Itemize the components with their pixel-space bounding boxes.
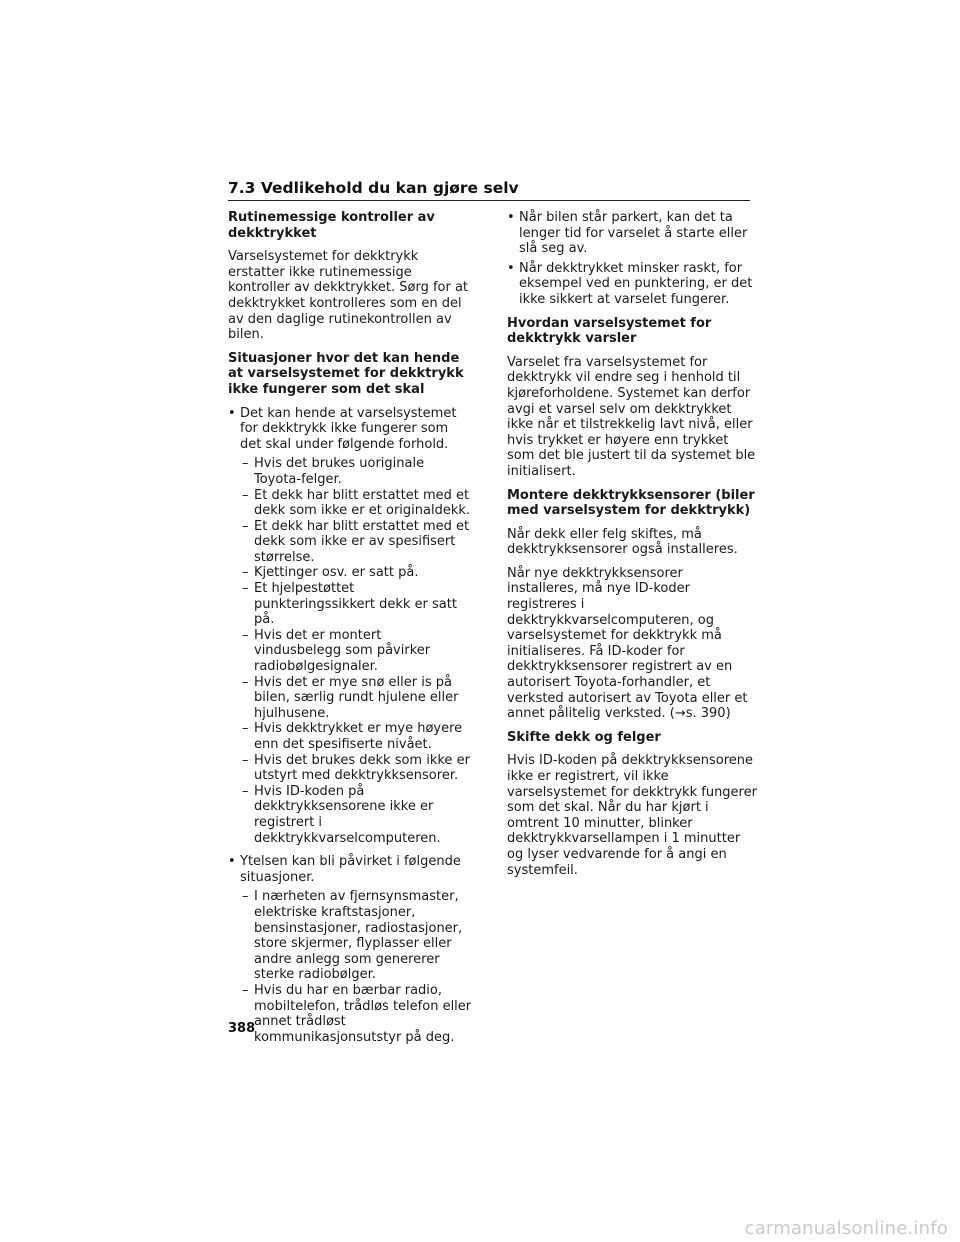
dash-icon: – [242,627,249,643]
dash-icon: – [242,456,249,472]
sub-list-item [228,519,472,566]
sub-list-item [228,456,472,487]
bullet-text: Når bilen står parkert, kan det ta lenger tid for varselet å starte eller slå seg av. [519,210,748,257]
sub-list-text: Hvis det brukes dekk som ikke er utstyrt med dekktrykksensorer. [254,752,470,784]
sub-list-item [228,721,472,752]
dash-icon: – [242,889,249,905]
sub-list-item [228,675,472,722]
paragraph-register-id-codes: Når nye dekktrykksensorer installeres, må nye ID-koder registreres i dekktrykkvarselcomputeren, og varselsystemet for dekktrykk må initialiseres. Få ID-koder for dekktrykksensorer registrert av en autorisert Toyota-forhandler, et verksted autorisert av Toyota eller et annet pålitelig verksted. (→s. 390) [507,565,748,722]
bullet-group-performance [228,854,472,1045]
sub-list-text: Hvis du har en bærbar radio, mobiltelefon, trådløs telefon eller annet trådløst kommunikasjonsutstyr på deg. [254,982,472,1045]
sub-list-item [228,983,472,1045]
bullet-item [228,406,472,453]
left-column [228,210,472,1053]
section-header [228,180,750,201]
sub-list-item [228,889,472,983]
dash-icon: – [242,581,249,597]
sub-list-text: Et dekk har blitt erstattet med et dekk som ikke er et originaldekk. [254,487,471,519]
dash-icon: – [242,783,249,799]
paragraph-change-tires: Hvis ID-koden på dekktrykksensorene ikke er registrert, vil ikke varselsystemet for dekktrykk fungerer som det skal. Når du har kjørt i omtrent 10 minutter, blinker dekktrykkvarsellampen i 1 minutter og lyser vedvarende for å angi en systemfeil. [507,753,757,878]
heading-routine-checks: Rutinemessige kontroller av dekktrykket [228,210,435,241]
sub-list-text: Hvis det brukes uoriginale Toyota-felger. [254,456,425,487]
sub-list-item [228,488,472,519]
bullet-text: Når dekktrykket minsker raskt, for eksempel ved en punktering, er det ikke sikkert at varselet fungerer. [519,260,753,307]
sub-list-text: Hvis ID-koden på dekktrykksensorene ikke er registrert i dekktrykkvarselcomputeren. [254,783,441,846]
dash-icon: – [242,674,249,690]
bullet-icon: • [228,405,236,421]
dash-icon: – [242,982,249,998]
sub-list-item [228,565,472,581]
bullet-icon: • [228,854,236,870]
sub-list-text: Et hjelpestøttet punkteringssikkert dekk er satt på. [254,581,457,628]
bullet-item [507,261,757,308]
dash-icon: – [242,721,249,737]
page-number: 388 [228,1021,256,1036]
bullet-icon: • [507,260,515,276]
sub-list-text: Hvis det er montert vindusbelegg som påvirker radiobølgesignaler. [254,627,431,675]
heading-malfunction-situations: Situasjoner hvor det kan hende at varselsystemet for dekktrykk ikke fungerer som det skal [228,350,464,397]
sub-list-text: Kjettinger osv. er satt på. [254,565,419,581]
sub-list-text: Hvis det er mye snø eller is på bilen, særlig rundt hjulene eller hjulhusene. [254,674,459,721]
sub-list-text: Hvis dekktrykket er mye høyere enn det spesifiserte nivået. [254,721,463,752]
right-column [507,210,757,886]
paragraph-how-warning-works: Varselet fra varselsystemet for dekktrykk vil endre seg i henhold til kjøreforholdene. Systemet kan derfor avgi et varsel selv om dekktrykket ikke når et tilstrekkelig lavt nivå, eller hvis trykket er høyere enn trykket som det ble justert til da systemet ble initialisert. [507,354,756,479]
paragraph-routine-checks: Varselsystemet for dekktrykk erstatter ikke rutinemessige kontroller av dekktrykket. Sørg for at dekktrykket kontrolleres som en del av den daglige rutinekontrollen av bilen. [228,249,469,343]
dash-icon: – [242,565,249,581]
bullet-group-conditions [228,406,472,847]
bullet-text: Ytelsen kan bli påvirket i følgende situasjoner. [240,854,461,885]
sub-list-item [228,784,472,846]
bullet-item [228,854,472,885]
paragraph-install-sensors: Når dekk eller felg skiftes, må dekktrykksensorer også installeres. [507,526,738,558]
sub-list-text: I nærheten av fjernsynsmaster, elektriske kraftstasjoner, bensinstasjoner, radiostasjoner, store skjermer, flyplasser eller andre anlegg som genererer sterke radiobølger. [254,889,463,983]
heading-change-tires: Skifte dekk og felger [507,729,661,745]
sub-list-item [228,628,472,675]
bullet-item [507,210,757,257]
dash-icon: – [242,518,249,534]
sub-list-text: Et dekk har blitt erstattet med et dekk som ikke er av spesifisert størrelse. [254,518,470,565]
sub-list-item [228,753,472,784]
bullet-icon: • [507,210,515,225]
dash-icon: – [242,487,249,503]
sub-list-item [228,581,472,628]
heading-install-sensors: Montere dekktrykksensorer (biler med varselsystem for dekktrykk) [507,487,755,519]
heading-how-warning-works: Hvordan varselsystemet for dekktrykk varsler [507,315,712,347]
section-title: 7.3 Vedlikehold du kan gjøre selv [228,179,519,197]
dash-icon: – [242,752,249,768]
watermark: carmanualsonline.info [744,1218,948,1239]
bullet-text: Det kan hende at varselsystemet for dekktrykk ikke fungerer som det skal under følgende forhold. [240,405,457,452]
